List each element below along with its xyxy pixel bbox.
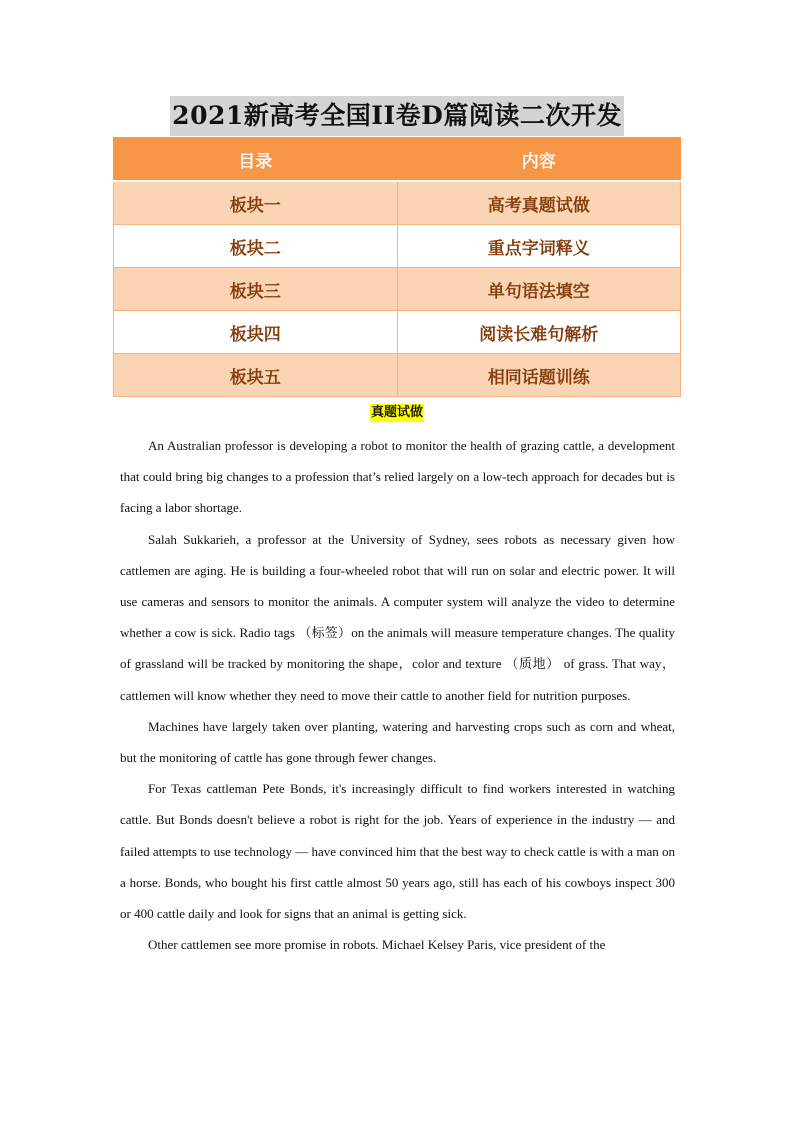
document-title: 2021新高考全国II卷D篇阅读二次开发 <box>170 96 624 136</box>
section-content: 高考真题试做 <box>397 181 681 225</box>
section-content: 阅读长难句解析 <box>397 311 681 354</box>
header-content: 内容 <box>397 138 681 182</box>
section-label: 板块三 <box>114 268 398 311</box>
reading-passage <box>120 430 675 960</box>
paragraph: Salah Sukkarieh, a professor at the University of Sydney, sees robots as necessary given how cattlemen are aging. He is building a four-wheeled robot that will run on solar and electric power. It will use cameras and sensors to monitor the animals. A computer system will analyze the video to determine whether a cow is sick. Radio tags （标签）on the animals will measure temperature changes. The quality of grassland will be tracked by monitoring the shape，color and texture （质地） of grass. That way， cattlemen will know whether they need to move their cattle to another field for nutrition purposes. <box>120 531 675 703</box>
section-content: 单句语法填空 <box>397 268 681 311</box>
section-content: 相同话题训练 <box>397 354 681 397</box>
paragraph: For Texas cattleman Pete Bonds, it's increasingly difficult to find workers interested in watching cattle. But Bonds doesn't believe a robot is right for the job. Years of experience in the industry — and failed attempts to use technology — have convinced him that the best way to check cattle is with a man on a horse. Bonds, who bought his first cattle almost 50 years ago, still has each of his cowboys inspect 300 or 400 cattle daily and look for signs that an animal is getting sick. <box>120 781 675 922</box>
section-label: 板块五 <box>114 354 398 397</box>
paragraph: Machines have largely taken over planting, watering and harvesting crops such as corn and wheat, but the monitoring of cattle has gone through fewer changes. <box>120 718 675 766</box>
section-label: 板块四 <box>114 311 398 354</box>
table-row <box>114 354 681 397</box>
table-row <box>114 181 681 225</box>
section-label: 板块二 <box>114 225 398 268</box>
section-heading: 真题试做 <box>370 405 423 420</box>
table-row <box>114 268 681 311</box>
contents-table-header <box>114 138 681 182</box>
section-content: 重点字词释义 <box>397 225 681 268</box>
title-container <box>0 96 794 136</box>
contents-table <box>113 137 681 397</box>
paragraph: An Australian professor is developing a robot to monitor the health of grazing cattle, a development that could bring big changes to a profession that’s relied largely on a low-tech approach for decades but is facing a labor shortage. <box>120 438 675 516</box>
header-contents: 目录 <box>114 138 398 182</box>
paragraph: Other cattlemen see more promise in robots. Michael Kelsey Paris, vice president of the <box>148 937 606 953</box>
table-row <box>114 225 681 268</box>
table-row <box>114 311 681 354</box>
section-label: 板块一 <box>114 181 398 225</box>
section-heading-container <box>0 403 794 422</box>
